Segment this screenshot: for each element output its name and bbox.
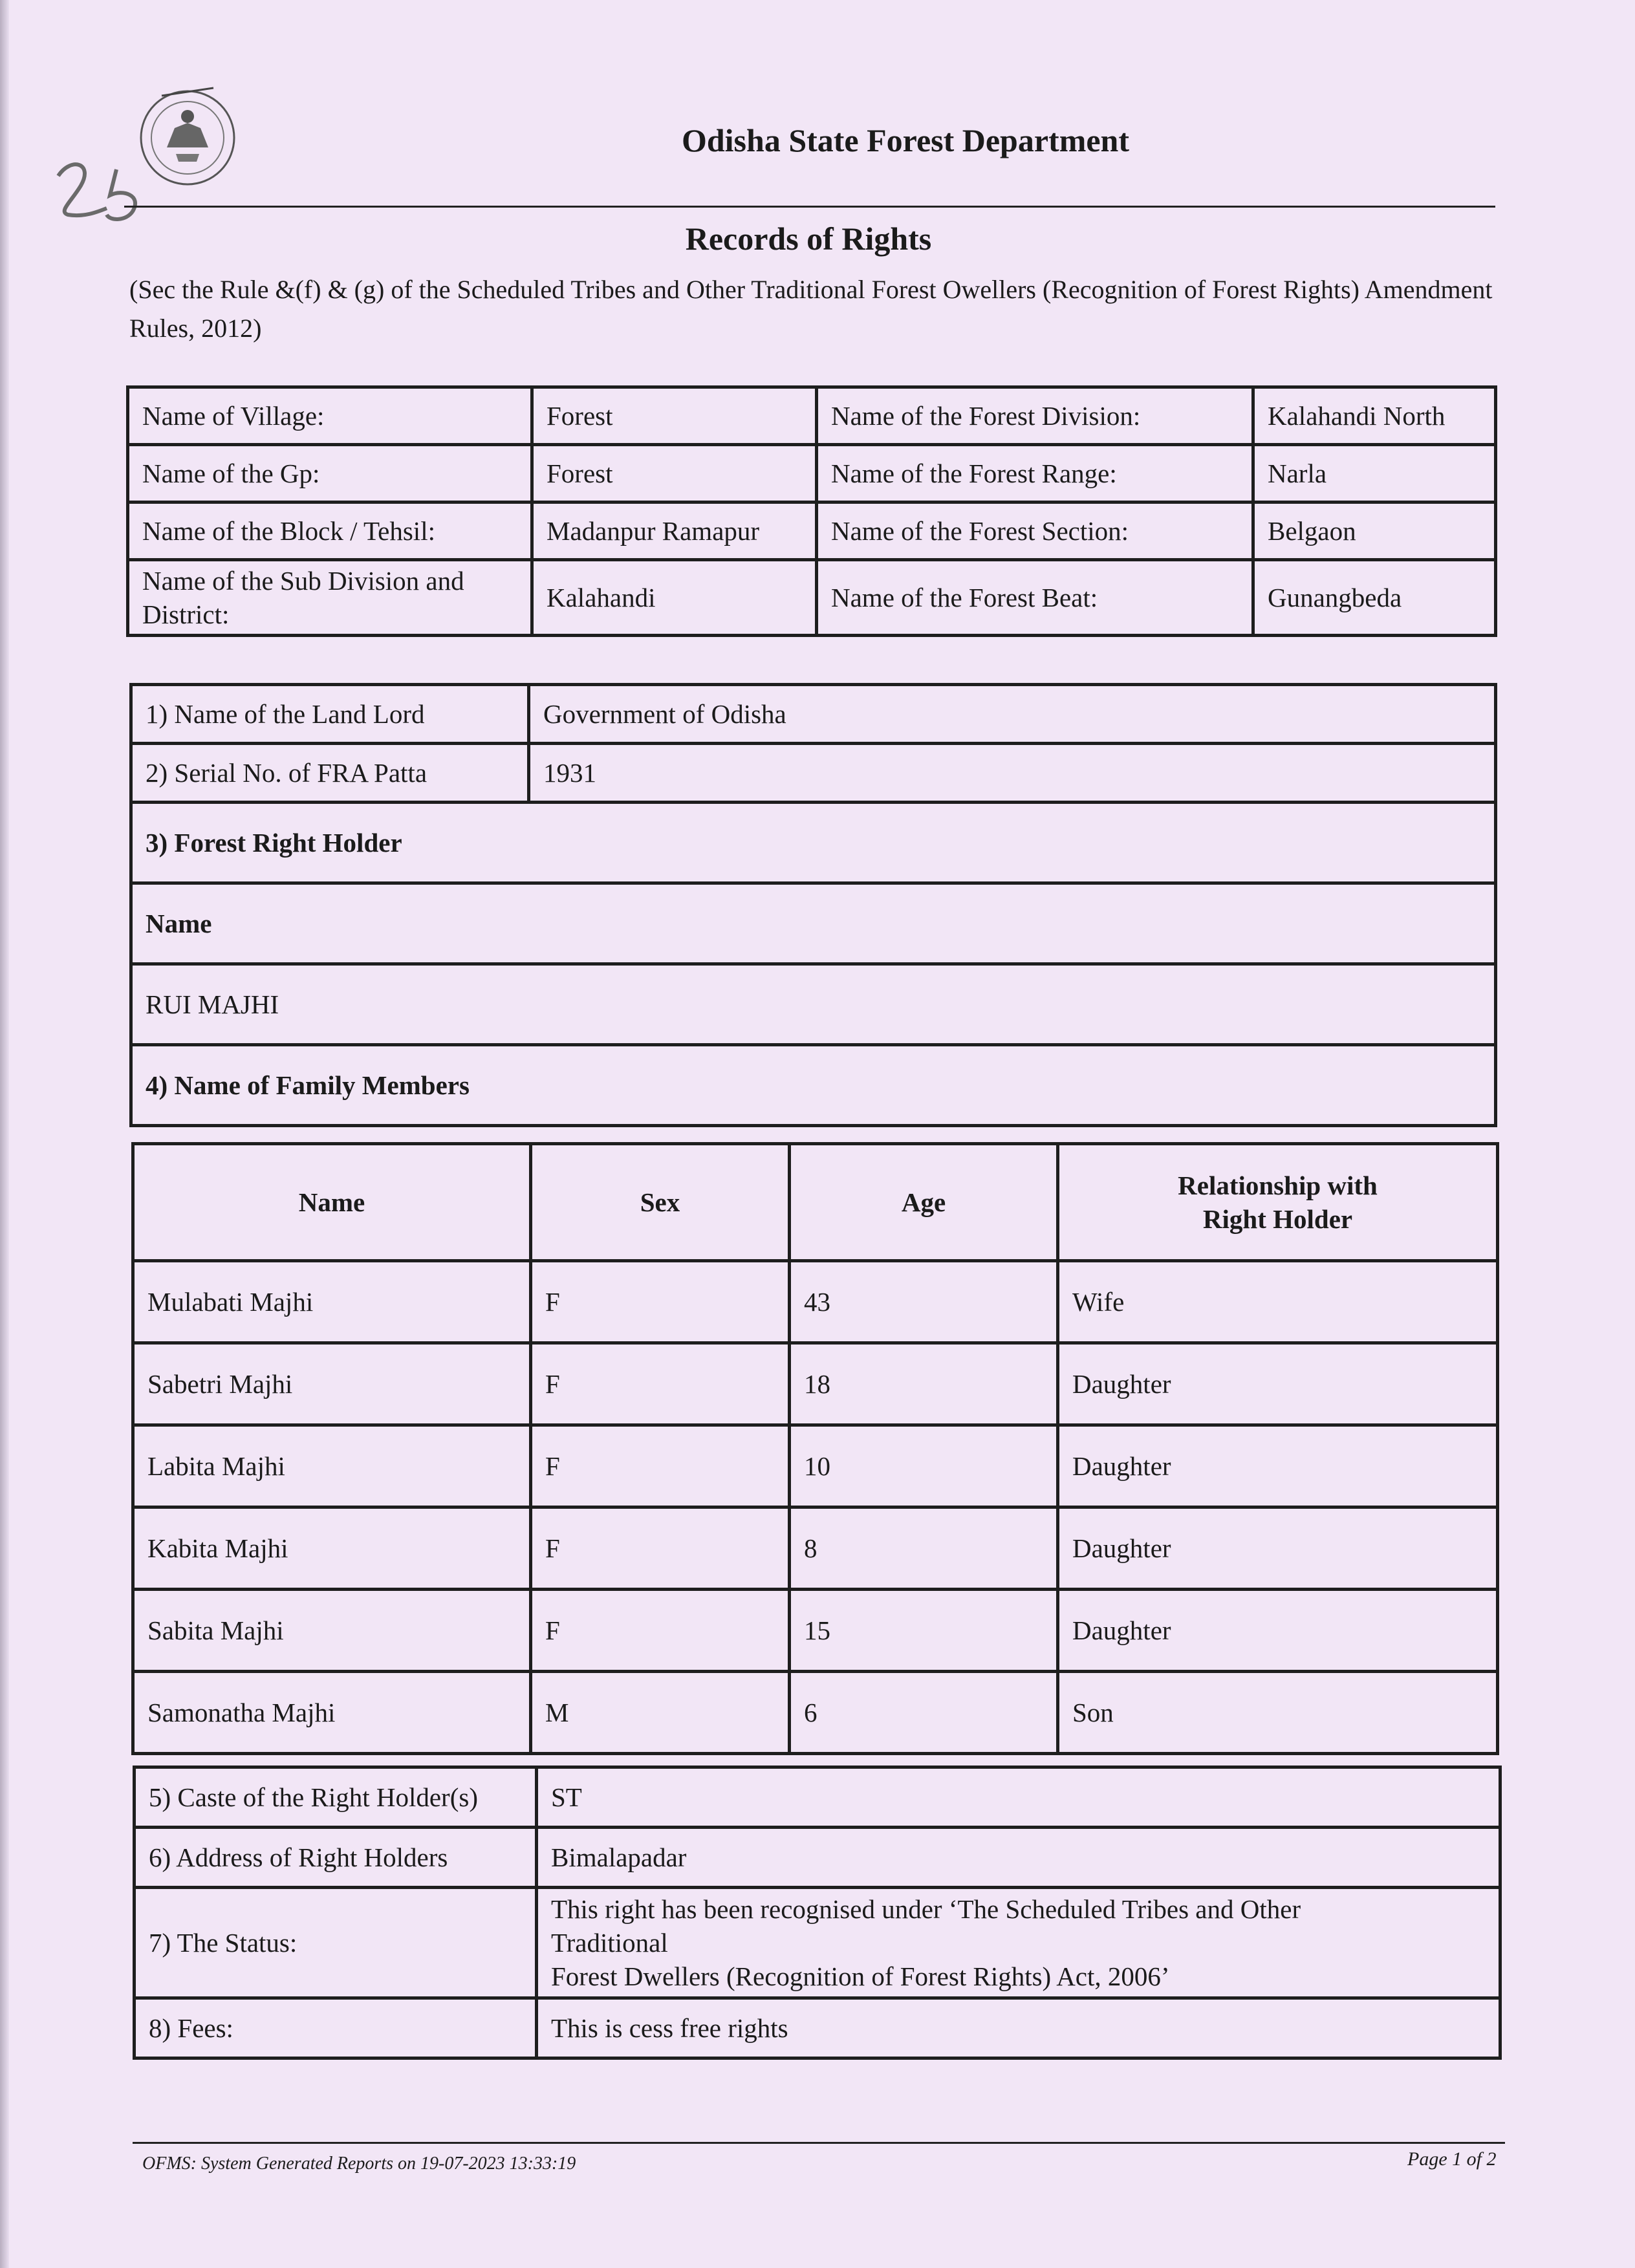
status-line1: This right has been recognised under ‘The Scheduled Tribes and Other xyxy=(551,1894,1301,1924)
member-age: 43 xyxy=(790,1261,1058,1343)
member-relation: Daughter xyxy=(1058,1590,1498,1672)
department-title: Odisha State Forest Department xyxy=(681,122,1130,158)
landlord-value: Government of Odisha xyxy=(529,685,1496,744)
table-row xyxy=(135,1828,1500,1888)
member-age: 6 xyxy=(790,1672,1058,1754)
record-table xyxy=(129,683,1497,1127)
member-sex: F xyxy=(531,1590,790,1672)
table-row xyxy=(128,387,1496,445)
member-relation: Daughter xyxy=(1058,1343,1498,1425)
table-header-row xyxy=(133,1144,1498,1261)
table-row xyxy=(128,560,1496,636)
village-label: Name of Village: xyxy=(128,387,532,445)
table-row xyxy=(133,1590,1498,1672)
column-header-name: Name xyxy=(133,1144,531,1261)
header-divider xyxy=(124,206,1495,208)
caste-label: 5) Caste of the Right Holder(s) xyxy=(135,1767,537,1828)
table-row xyxy=(133,1261,1498,1343)
member-age: 18 xyxy=(790,1343,1058,1425)
forest-section-label: Name of the Forest Section: xyxy=(817,502,1253,560)
member-sex: F xyxy=(531,1343,790,1425)
holder-name-heading: Name xyxy=(131,883,1496,964)
member-name: Sabetri Majhi xyxy=(133,1343,531,1425)
relationship-header-line1: Relationship with xyxy=(1178,1171,1378,1200)
member-name: Samonatha Majhi xyxy=(133,1672,531,1754)
member-age: 10 xyxy=(790,1425,1058,1507)
holder-name: RUI MAJHI xyxy=(131,964,1496,1045)
table-row xyxy=(133,1507,1498,1590)
fees-value: This is cess free rights xyxy=(537,1998,1500,2058)
table-row xyxy=(131,803,1496,883)
table-row xyxy=(131,685,1496,744)
gp-label: Name of the Gp: xyxy=(128,445,532,502)
member-age: 8 xyxy=(790,1507,1058,1590)
forest-range-label: Name of the Forest Range: xyxy=(817,445,1253,502)
footer-divider xyxy=(133,2142,1505,2144)
handwritten-mark xyxy=(45,150,168,234)
family-heading: 4) Name of Family Members xyxy=(131,1045,1496,1126)
landlord-label: 1) Name of the Land Lord xyxy=(131,685,529,744)
page-edge xyxy=(0,0,9,2268)
table-row xyxy=(131,964,1496,1045)
forest-section-value: Belgaon xyxy=(1253,502,1496,560)
document-subtitle: (Sec the Rule &(f) & (g) of the Scheduled Tribes and Other Traditional Forest Owellers (Recognition of Forest Rights) Amendment Rules, 2012) xyxy=(129,275,1493,343)
caste-value: ST xyxy=(537,1767,1500,1828)
member-relation: Daughter xyxy=(1058,1507,1498,1590)
table-row xyxy=(135,1888,1500,1998)
family-table xyxy=(131,1142,1499,1755)
table-row xyxy=(133,1343,1498,1425)
forest-beat-label: Name of the Forest Beat: xyxy=(817,560,1253,636)
member-sex: F xyxy=(531,1261,790,1343)
status-value xyxy=(537,1888,1500,1998)
forest-division-value: Kalahandi North xyxy=(1253,387,1496,445)
location-table xyxy=(126,385,1497,637)
holder-heading: 3) Forest Right Holder xyxy=(131,803,1496,883)
table-row xyxy=(131,1045,1496,1126)
member-sex: M xyxy=(531,1672,790,1754)
table-row xyxy=(131,744,1496,803)
address-value: Bimalapadar xyxy=(537,1828,1500,1888)
fees-label: 8) Fees: xyxy=(135,1998,537,2058)
member-name: Mulabati Majhi xyxy=(133,1261,531,1343)
footer-generated: OFMS: System Generated Reports on 19-07-2023 13:33:19 xyxy=(142,2154,576,2174)
table-row xyxy=(128,502,1496,560)
relationship-header-line2: Right Holder xyxy=(1202,1204,1353,1234)
table-row xyxy=(128,445,1496,502)
sub-division-value: Kalahandi xyxy=(532,560,817,636)
village-value: Forest xyxy=(532,387,817,445)
status-line2: Traditional xyxy=(551,1928,668,1958)
serial-value: 1931 xyxy=(529,744,1496,803)
sub-division-label: Name of the Sub Division and District: xyxy=(128,560,532,636)
block-label: Name of the Block / Tehsil: xyxy=(128,502,532,560)
status-label: 7) The Status: xyxy=(135,1888,537,1998)
status-line3: Forest Dwellers (Recognition of Forest Rights) Act, 2006’ xyxy=(551,1961,1170,1991)
member-relation: Wife xyxy=(1058,1261,1498,1343)
member-sex: F xyxy=(531,1425,790,1507)
forest-division-label: Name of the Forest Division: xyxy=(817,387,1253,445)
member-name: Labita Majhi xyxy=(133,1425,531,1507)
table-row xyxy=(131,883,1496,964)
forest-beat-value: Gunangbeda xyxy=(1253,560,1496,636)
member-age: 15 xyxy=(790,1590,1058,1672)
footer-page-number: Page 1 of 2 xyxy=(1407,2148,1497,2170)
member-sex: F xyxy=(531,1507,790,1590)
forest-range-value: Narla xyxy=(1253,445,1496,502)
table-row xyxy=(135,1998,1500,2058)
member-name: Kabita Majhi xyxy=(133,1507,531,1590)
column-header-relationship xyxy=(1058,1144,1498,1261)
table-row xyxy=(133,1672,1498,1754)
column-header-sex: Sex xyxy=(531,1144,790,1261)
column-header-age: Age xyxy=(790,1144,1058,1261)
table-row xyxy=(135,1767,1500,1828)
address-label: 6) Address of Right Holders xyxy=(135,1828,537,1888)
document-title: Records of Rights xyxy=(685,221,932,257)
member-relation: Daughter xyxy=(1058,1425,1498,1507)
serial-label: 2) Serial No. of FRA Patta xyxy=(131,744,529,803)
member-relation: Son xyxy=(1058,1672,1498,1754)
block-value: Madanpur Ramapur xyxy=(532,502,817,560)
member-name: Sabita Majhi xyxy=(133,1590,531,1672)
table-row xyxy=(133,1425,1498,1507)
gp-value: Forest xyxy=(532,445,817,502)
details-table xyxy=(133,1766,1502,2060)
